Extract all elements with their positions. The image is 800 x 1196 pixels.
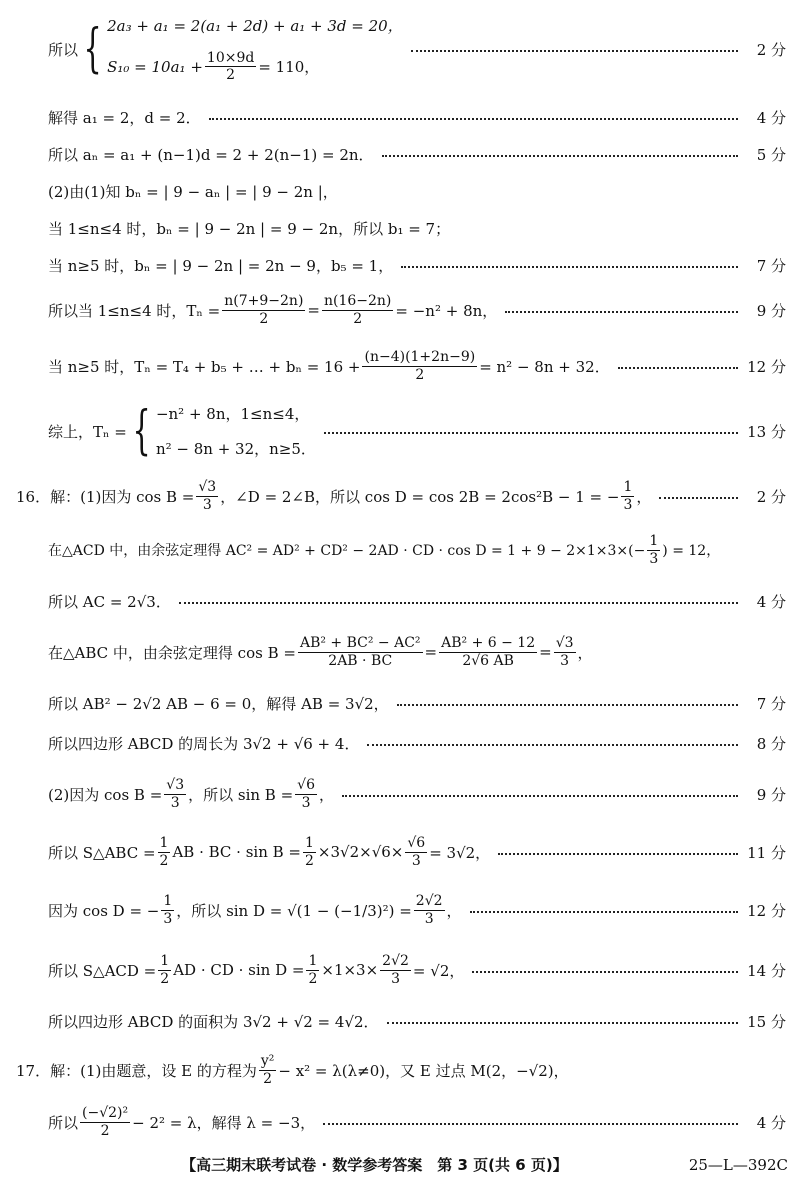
expr-text: ，所以 sin B = — [188, 785, 294, 804]
denominator: 2 — [226, 67, 236, 83]
line-prefix: 所以 — [48, 40, 79, 59]
footer-title: 【高三期末联考试卷 · 数学参考答案 第 3 页(共 6 页)】 — [181, 1156, 568, 1174]
fraction — [158, 953, 171, 986]
solution-line — [0, 252, 800, 278]
fraction — [303, 835, 316, 868]
fraction — [158, 835, 171, 868]
solution-line — [0, 178, 800, 204]
fraction — [259, 1053, 277, 1086]
expr-text: ，∠D = 2∠B，所以 cos D = cos 2B = 2cos²B − 1 = − — [220, 487, 620, 506]
line-prefix: 综上，Tₙ = — [48, 422, 127, 441]
numerator: (n−4)(1+2n−9) — [364, 349, 476, 366]
score: 12 分 — [747, 357, 786, 376]
denominator: 2 — [100, 1122, 110, 1139]
numerator: 10×9d — [206, 49, 255, 66]
expr-text: 当 n≥5 时，Tₙ = T₄ + b₅ + … + bₙ = 16 + — [48, 357, 361, 376]
solution-line — [0, 476, 800, 516]
score: 13 分 — [747, 422, 786, 441]
dot-leader — [659, 497, 738, 499]
solution-line — [0, 888, 800, 932]
footer-code: 25—L—392C — [688, 1155, 788, 1174]
solution-line — [0, 104, 800, 130]
expr-text: 16．解：(1)因为 cos B = — [16, 487, 195, 506]
numerator: √3 — [166, 777, 185, 794]
solution-line — [0, 1008, 800, 1034]
denominator: 2AB · BC — [328, 652, 393, 669]
fraction — [647, 533, 660, 566]
solution-line — [0, 215, 800, 241]
score: 7 分 — [756, 694, 786, 713]
solution-line — [0, 588, 800, 614]
dot-leader — [397, 704, 738, 706]
expr-text: (2)因为 cos B = — [48, 785, 163, 804]
solution-line — [0, 1048, 800, 1092]
expr-text: AD · CD · sin D = — [173, 961, 305, 979]
numerator: 1 — [160, 953, 170, 970]
score: 9 分 — [756, 785, 786, 804]
expr-text: = — [539, 643, 552, 661]
dot-leader — [323, 1123, 738, 1125]
expr-text: ， — [577, 643, 593, 662]
solution-line — [0, 346, 800, 386]
denominator: 2 — [353, 310, 363, 327]
numerator: 2√2 — [382, 953, 409, 970]
dot-leader — [401, 266, 738, 268]
denominator: 3 — [560, 652, 570, 669]
score: 14 分 — [747, 961, 786, 980]
expr-text: ) = 12， — [662, 543, 721, 559]
expr-text: − x² = λ(λ≠0)，又 E 过点 M(2，−√2)， — [278, 1061, 569, 1080]
numerator: AB² + 6 − 12 — [441, 635, 536, 652]
case-row: −n² + 8n，1≤n≤4， — [155, 405, 310, 423]
denominator: 2 — [304, 852, 314, 869]
solution-line — [0, 948, 800, 992]
dot-leader — [505, 311, 738, 313]
expr-text: AB · BC · sin B = — [172, 843, 301, 861]
numerator: √3 — [555, 635, 574, 652]
fraction — [322, 293, 393, 326]
fraction — [554, 635, 576, 668]
denominator: 3 — [649, 550, 659, 567]
denominator: 3 — [301, 794, 311, 811]
expr-text: 所以 — [48, 1113, 79, 1132]
numerator: (−√2)² — [82, 1105, 129, 1122]
cases-block — [78, 15, 403, 83]
fraction — [439, 635, 537, 668]
line-text: 当 1≤n≤4 时，bₙ = | 9 − 2n | = 9 − 2n，所以 b₁ = 7； — [48, 219, 451, 238]
solution-line — [0, 290, 800, 330]
fraction — [295, 777, 317, 810]
numerator: √6 — [297, 777, 315, 794]
case-text: = 110， — [258, 58, 320, 76]
case-row — [107, 50, 403, 83]
line-text: 所以 AB² − 2√2 AB − 6 = 0，解得 AB = 3√2， — [48, 694, 389, 713]
solution-line — [0, 830, 800, 874]
expr-text: ，所以 sin D = √(1 − (−1/3)²) = — [176, 901, 412, 920]
solution-line — [0, 530, 800, 570]
denominator: 3 — [424, 910, 434, 927]
denominator: 2 — [415, 366, 425, 383]
dot-leader — [209, 118, 738, 120]
line-text: 所以四边形 ABCD 的周长为 3√2 + √6 + 4． — [48, 734, 360, 753]
denominator: 3 — [202, 496, 212, 513]
fraction — [222, 293, 305, 326]
numerator: 1 — [623, 479, 633, 496]
expr-text: 在△ACD 中，由余弦定理得 AC² = AD² + CD² − 2AD · CD · cos D = 1 + 9 − 2×1×3×(− — [48, 543, 646, 559]
score: 7 分 — [756, 256, 786, 275]
dot-leader — [498, 853, 738, 855]
numerator: n(7+9−2n) — [224, 293, 304, 310]
expr-text: 因为 cos D = − — [48, 901, 160, 920]
denominator: 2 — [263, 1070, 273, 1087]
fraction — [405, 835, 427, 868]
expr-text: − 2² = λ，解得 λ = −3， — [132, 1113, 316, 1132]
expr-text: 所以当 1≤n≤4 时，Tₙ = — [48, 301, 221, 320]
dot-leader — [411, 50, 738, 52]
dot-leader — [387, 1022, 738, 1024]
expr-text: = −n² + 8n， — [395, 301, 498, 320]
score: 2 分 — [756, 40, 786, 59]
line-text: 当 n≥5 时，bₙ = | 9 − 2n | = 2n − 9，b₅ = 1， — [48, 256, 394, 275]
denominator: 3 — [170, 794, 180, 811]
score: 4 分 — [756, 108, 786, 127]
expr-text: = — [424, 643, 438, 661]
page-footer — [0, 1154, 800, 1175]
numerator: 1 — [304, 835, 314, 852]
expr-text: = 3√2， — [429, 843, 491, 862]
expr-text: ， — [319, 785, 335, 804]
dot-leader — [342, 795, 738, 797]
solution-line — [0, 14, 800, 84]
fraction — [164, 777, 186, 810]
score: 12 分 — [747, 901, 786, 920]
solution-line — [0, 772, 800, 816]
numerator: 2√2 — [415, 893, 443, 910]
numerator: 1 — [163, 893, 173, 910]
fraction — [380, 953, 411, 986]
expr-text: ， — [446, 901, 462, 920]
fraction — [306, 953, 319, 986]
fraction — [298, 635, 423, 668]
score: 2 分 — [756, 487, 786, 506]
numerator: AB² + BC² − AC² — [299, 635, 421, 652]
dot-leader — [324, 432, 738, 434]
case-row: 2a₃ + a₁ = 2(a₁ + 2d) + a₁ + 3d = 20， — [107, 16, 403, 35]
line-text: (2)由(1)知 bₙ = | 9 − aₙ | = | 9 − 2n |， — [48, 182, 338, 201]
score: 11 分 — [747, 843, 786, 862]
line-text: 所以四边形 ABCD 的面积为 3√2 + √2 = 4√2． — [48, 1012, 379, 1031]
numerator: √6 — [407, 835, 426, 852]
dot-leader — [367, 744, 738, 746]
expr-text: ×3√2×√6× — [317, 843, 404, 861]
line-text: 解得 a₁ = 2，d = 2． — [48, 108, 201, 127]
expr-text: 所以 S△ACD = — [48, 961, 157, 980]
case-row: n² − 8n + 32，n≥5． — [155, 440, 316, 458]
solution-line — [0, 141, 800, 167]
expr-text: ×1×3× — [321, 961, 379, 979]
score: 5 分 — [756, 145, 786, 164]
expr-text: 17．解：(1)由题意，设 E 的方程为 — [16, 1061, 257, 1080]
cases-block — [127, 403, 316, 459]
fraction — [362, 349, 477, 382]
fraction — [80, 1105, 130, 1138]
solution-line — [0, 730, 800, 756]
line-text: 所以 AC = 2√3． — [48, 592, 171, 611]
denominator: 2 — [259, 310, 269, 327]
dot-leader — [618, 367, 738, 369]
expr-text: = n² − 8n + 32． — [479, 357, 610, 376]
dot-leader — [382, 155, 738, 157]
left-brace: { — [132, 401, 151, 461]
numerator: √3 — [198, 479, 217, 496]
expr-text: 在△ABC 中，由余弦定理得 cos B = — [48, 643, 296, 662]
solution-line — [0, 1100, 800, 1144]
score: 4 分 — [756, 592, 786, 611]
denominator: 3 — [623, 496, 633, 513]
fraction — [621, 479, 634, 512]
numerator: n(16−2n) — [323, 293, 392, 310]
score: 8 分 — [756, 734, 786, 753]
denominator: 2 — [160, 970, 170, 987]
numerator: 1 — [308, 953, 318, 970]
denominator: 2 — [308, 970, 318, 987]
solution-line — [0, 690, 800, 716]
expr-text: ， — [636, 487, 652, 506]
expr-text: = — [307, 301, 320, 319]
denominator: 3 — [163, 910, 173, 927]
denominator: 2 — [159, 852, 169, 869]
fraction — [161, 893, 174, 926]
denominator: 2√6 AB — [462, 652, 514, 669]
denominator: 3 — [411, 852, 421, 869]
dot-leader — [470, 911, 738, 913]
line-text: 所以 aₙ = a₁ + (n−1)d = 2 + 2(n−1) = 2n． — [48, 145, 374, 164]
fraction — [205, 50, 256, 83]
fraction — [414, 893, 445, 926]
score: 4 分 — [756, 1113, 786, 1132]
fraction — [196, 479, 218, 512]
denominator: 3 — [391, 970, 400, 987]
solution-line — [0, 398, 800, 464]
left-brace: { — [83, 19, 102, 79]
score: 15 分 — [747, 1012, 786, 1031]
expr-text: 所以 S△ABC = — [48, 843, 156, 862]
dot-leader — [472, 971, 738, 973]
score: 9 分 — [756, 301, 786, 320]
numerator: 1 — [649, 533, 659, 550]
dot-leader — [179, 602, 738, 604]
solution-line — [0, 630, 800, 674]
expr-text: = √2， — [412, 961, 465, 980]
numerator: 1 — [159, 835, 169, 852]
case-text: S₁₀ = 10a₁ + — [107, 57, 203, 76]
numerator: y² — [260, 1053, 275, 1070]
